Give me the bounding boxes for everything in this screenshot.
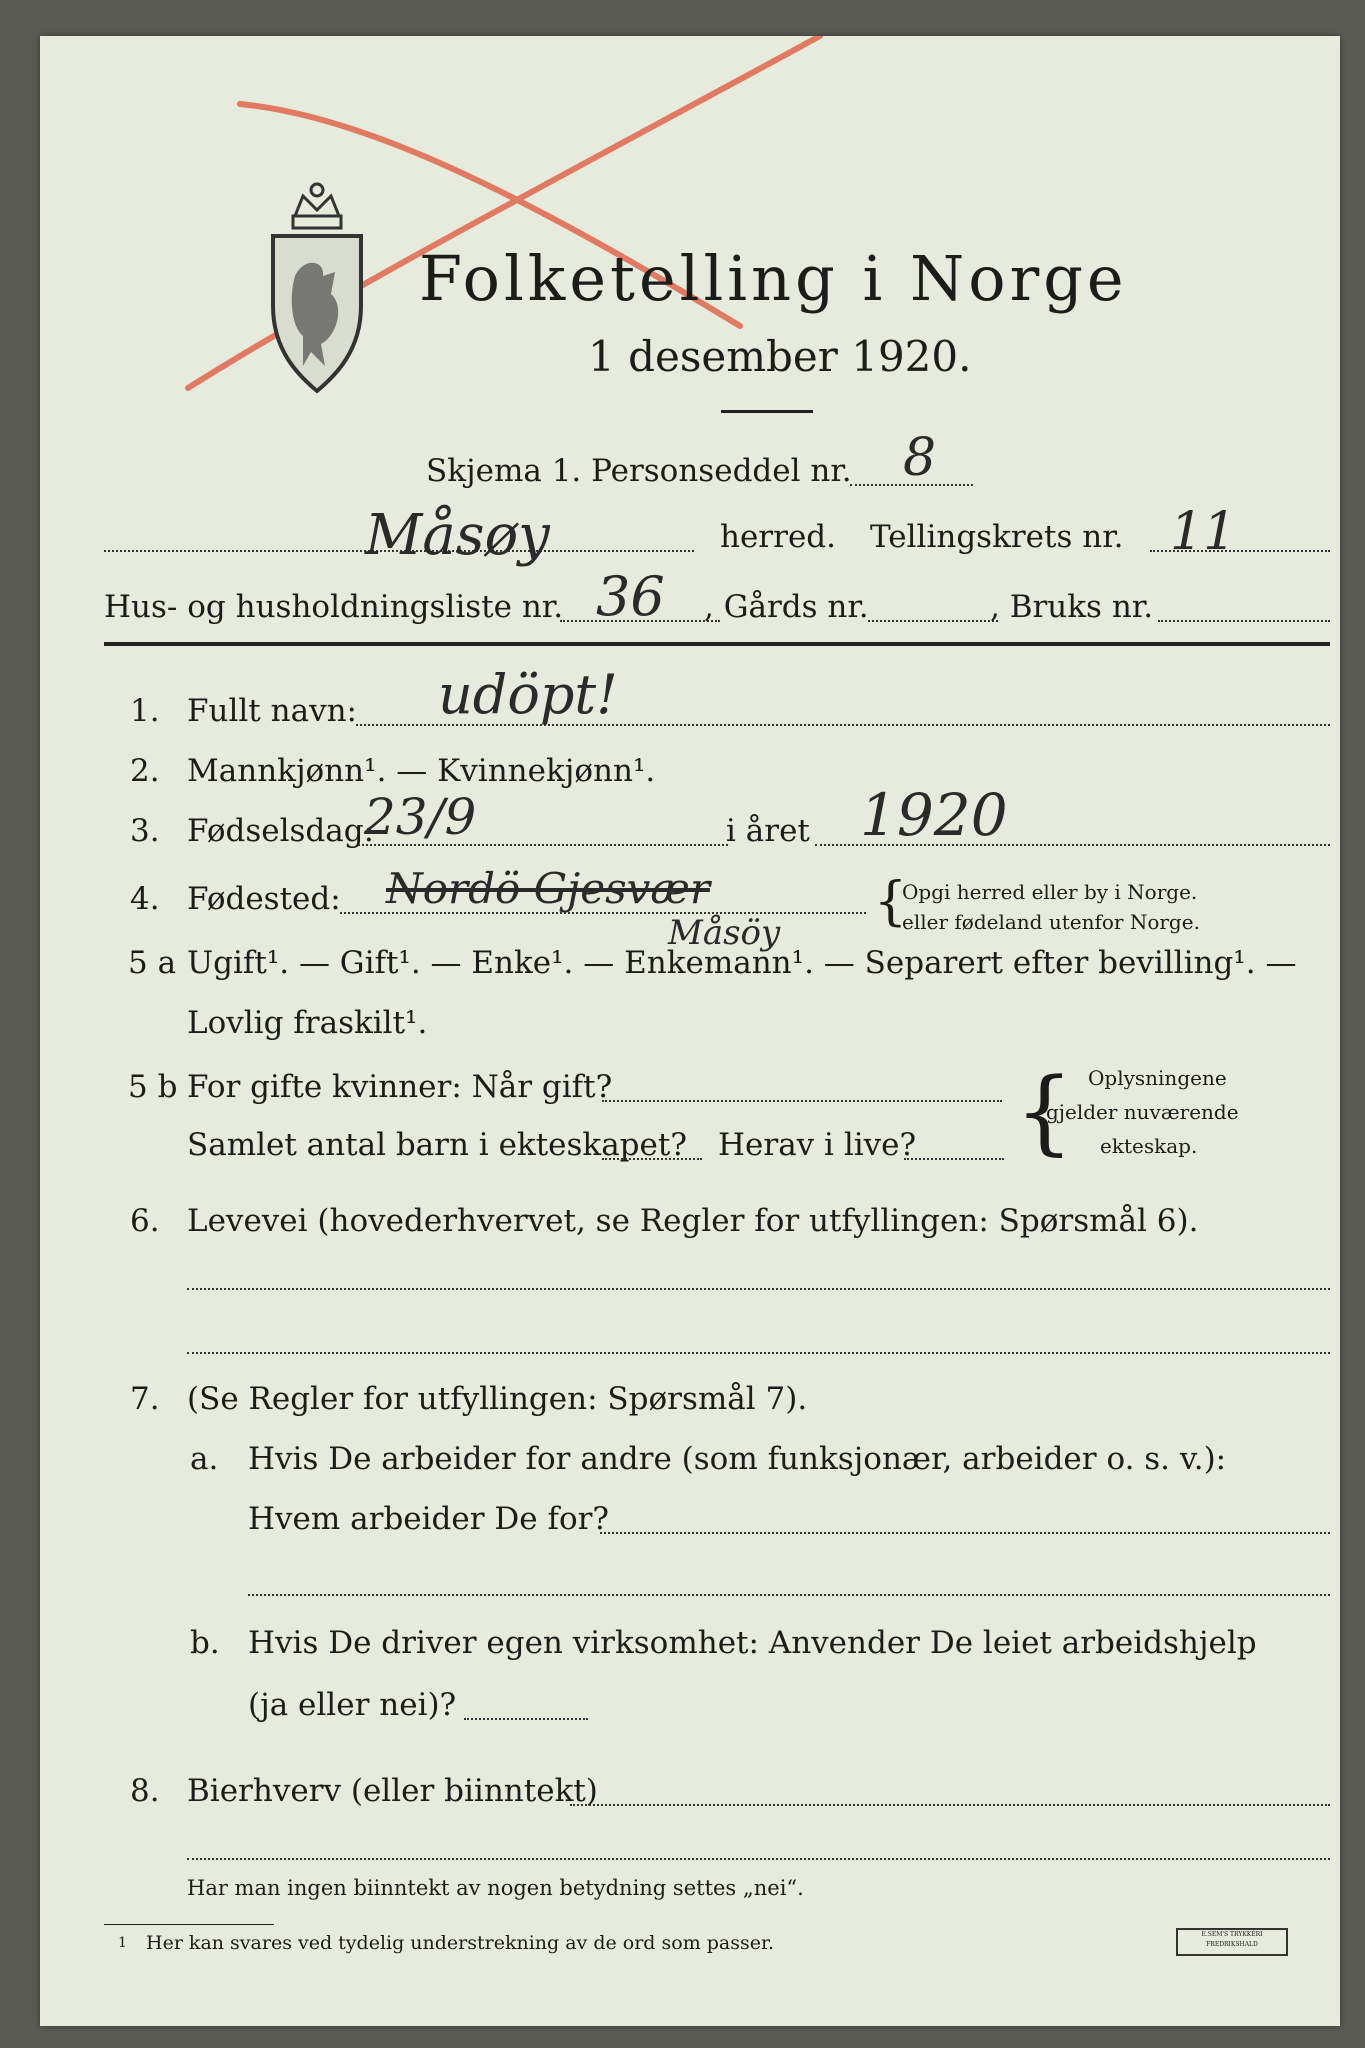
form-title: Folketelling i Norge — [419, 242, 1128, 315]
q8-label: Bierhverv (eller biinntekt) — [187, 1773, 598, 1809]
husholdningsliste-label: Hus- og husholdningsliste nr. — [104, 589, 564, 625]
tellingskrets-label: Tellingskrets nr. — [870, 519, 1124, 555]
printer-stamp — [1176, 1928, 1288, 1956]
title-divider — [721, 410, 813, 413]
occupation-field-1[interactable] — [187, 1288, 1330, 1290]
birthplace-value: Nordö Gjesvær — [386, 864, 710, 913]
q5b-note-line2: gjelder nuværende — [1046, 1100, 1239, 1124]
q7b-number: b. — [190, 1625, 220, 1661]
birthday-value: 23/9 — [364, 788, 477, 846]
hired-help-field[interactable] — [464, 1718, 588, 1720]
full-name-value: udöpt! — [438, 663, 618, 726]
skjema-value: 8 — [903, 428, 937, 488]
q4-note-line1: Opgi herred eller by i Norge. — [902, 880, 1198, 904]
q1-label: Fullt navn: — [187, 693, 357, 729]
tellingskrets-value: 11 — [1170, 502, 1237, 562]
herred-value: Måsøy — [365, 503, 550, 568]
footnote-text: Her kan svares ved tydelig understrekning av de ord som passer. — [146, 1932, 775, 1954]
q7b-label2: (ja eller nei)? — [248, 1687, 457, 1723]
q3-label: Fødselsdag: — [187, 813, 375, 849]
q6-label: Levevei (hovederhvervet, se Regler for utfyllingen: Spørsmål 6). — [187, 1203, 1199, 1239]
gards-field[interactable] — [868, 620, 998, 622]
birthplace-correction-value: Måsöy — [668, 913, 781, 953]
q8-number: 8. — [130, 1773, 160, 1809]
children-alive-label: Herav i live? — [718, 1127, 917, 1163]
side-income-field-1[interactable] — [570, 1804, 1330, 1806]
q7a-number: a. — [190, 1441, 219, 1477]
q1-number: 1. — [130, 693, 160, 729]
children-total-field[interactable] — [602, 1158, 702, 1160]
q5b-note-line3: ekteskap. — [1100, 1134, 1198, 1158]
married-date-field[interactable] — [602, 1100, 1002, 1102]
marital-status-options[interactable]: Ugift¹. — Gift¹. — Enke¹. — Enkemann¹. — Separert efter bevilling¹. — — [187, 945, 1297, 981]
side-income-note: Har man ingen biinntekt av nogen betydning settes „nei“. — [187, 1876, 804, 1900]
q6-number: 6. — [130, 1203, 160, 1239]
q7a-label: Hvis De arbeider for andre (som funksjonær, arbeider o. s. v.): — [248, 1441, 1227, 1477]
q7-label: (Se Regler for utfyllingen: Spørsmål 7). — [187, 1381, 808, 1417]
q3-number: 3. — [130, 813, 160, 849]
printer-stamp-text: E.SEM'S TRYKKERI FREDRIKSHALD — [1201, 1931, 1263, 1948]
husholdningsliste-value: 36 — [596, 565, 665, 628]
q4-note-brace: { — [874, 872, 908, 932]
q5b-label: For gifte kvinner: Når gift? — [187, 1069, 613, 1105]
q4-number: 4. — [130, 881, 160, 917]
gards-label: , Gårds nr. — [704, 589, 869, 625]
birth-year-label: i året — [726, 813, 810, 849]
skjema-label: Skjema 1. Personseddel nr. — [426, 453, 852, 489]
occupation-field-2[interactable] — [187, 1352, 1330, 1354]
side-income-field-2[interactable] — [187, 1858, 1330, 1860]
q7b-label: Hvis De driver egen virksomhet: Anvender De leiet arbeidshjelp — [248, 1625, 1257, 1661]
coat-of-arms-icon — [265, 176, 370, 401]
q5a-number: 5 a — [128, 945, 177, 981]
q7-number: 7. — [130, 1381, 160, 1417]
q5b-note-line1: Oplysningene — [1088, 1066, 1227, 1090]
census-form — [40, 36, 1340, 2026]
herred-label: herred. — [720, 519, 836, 555]
gender-options[interactable]: Mannkjønn¹. — Kvinnekjønn¹. — [187, 753, 656, 789]
birth-year-value: 1920 — [860, 781, 1008, 849]
bruks-label: , Bruks nr. — [990, 589, 1154, 625]
bruks-field[interactable] — [1158, 620, 1330, 622]
q5b-note-brace: { — [1015, 1058, 1074, 1165]
children-total-label: Samlet antal barn i ekteskapet? — [187, 1127, 687, 1163]
q4-note-line2: eller fødeland utenfor Norge. — [902, 910, 1200, 934]
q5b-number: 5 b — [128, 1069, 178, 1105]
footnote-divider — [104, 1924, 274, 1925]
footnote-mark: 1 — [118, 1935, 127, 1951]
header-divider — [104, 642, 1330, 646]
marital-status-options-2[interactable]: Lovlig fraskilt¹. — [187, 1005, 428, 1041]
q7a-label2: Hvem arbeider De for? — [248, 1501, 610, 1537]
census-date: 1 desember 1920. — [588, 332, 972, 381]
employer-field-1[interactable] — [600, 1532, 1330, 1534]
children-alive-field[interactable] — [904, 1158, 1004, 1160]
employer-field-2[interactable] — [248, 1594, 1330, 1596]
q2-number: 2. — [130, 753, 160, 789]
q4-label: Fødested: — [187, 881, 341, 917]
